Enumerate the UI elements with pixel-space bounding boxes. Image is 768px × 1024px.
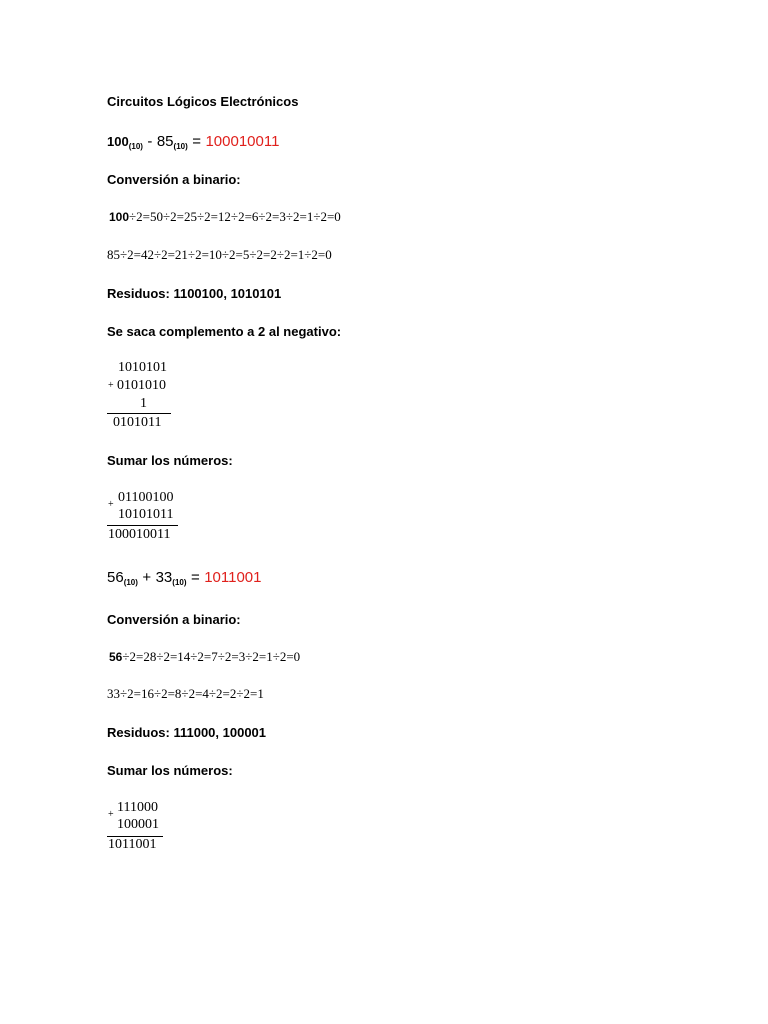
residues-2: Residuos: 111000, 100001 xyxy=(107,725,267,740)
complement-result: 0101011 xyxy=(113,415,162,430)
division-line-85: 85÷2=42÷2=21÷2=10÷2=5÷2=2÷2=1÷2=0 xyxy=(107,247,332,262)
plus-operator: + xyxy=(142,569,152,586)
sum-rule xyxy=(107,525,178,526)
equals-sign: = xyxy=(192,133,201,150)
residues-1: Residuos: 1100100, 1010101 xyxy=(107,286,282,301)
conversion-heading-1: Conversión a binario: xyxy=(107,172,241,187)
result: 100010011 xyxy=(205,133,280,150)
base-b: (10) xyxy=(172,578,187,587)
complement-row-2: 0101010 xyxy=(117,378,166,393)
sum-rule xyxy=(107,413,171,414)
sum-row-1: 111000 xyxy=(117,800,158,815)
problem-2-header xyxy=(107,569,261,587)
sum-heading-2: Sumar los números: xyxy=(107,763,233,778)
equals-sign: = xyxy=(190,569,200,586)
problem-1-header xyxy=(107,133,279,151)
base-a: (10) xyxy=(123,578,138,587)
complement-row-3: 1 xyxy=(140,396,147,411)
division-line-56: 56÷2=28÷2=14÷2=7÷2=3÷2=1÷2=0 xyxy=(109,649,301,664)
operand-a: 100 xyxy=(107,134,129,149)
plus-sign: + xyxy=(108,809,114,820)
document-title: Circuitos Lógicos Electrónicos xyxy=(107,94,299,109)
base-b: (10) xyxy=(173,142,188,151)
operand-a: 56 xyxy=(107,569,124,586)
plus-sign: + xyxy=(108,499,114,510)
minus-sign: - xyxy=(147,133,153,150)
conversion-heading-2: Conversión a binario: xyxy=(107,612,241,627)
base-a: (10) xyxy=(128,142,143,151)
sum-result-2: 1011001 xyxy=(108,837,157,852)
plus-sign: + xyxy=(108,380,114,391)
division-line-33: 33÷2=16÷2=8÷2=4÷2=2÷2=1 xyxy=(107,686,264,701)
complement-row-1: 1010101 xyxy=(118,360,167,375)
complement-heading: Se saca complemento a 2 al negativo: xyxy=(107,324,342,339)
sum-row-1: 01100100 xyxy=(118,490,174,505)
sum-heading-1: Sumar los números: xyxy=(107,453,233,468)
operand-b: 85 xyxy=(156,133,174,150)
division-line-100: 100÷2=50÷2=25÷2=12÷2=6÷2=3÷2=1÷2=0 xyxy=(109,209,341,224)
sum-row-2: 100001 xyxy=(117,817,159,832)
sum-result-1: 100010011 xyxy=(108,527,171,542)
operand-b: 33 xyxy=(155,569,173,586)
result: 1011001 xyxy=(204,569,262,586)
sum-row-2: 10101011 xyxy=(118,507,174,522)
